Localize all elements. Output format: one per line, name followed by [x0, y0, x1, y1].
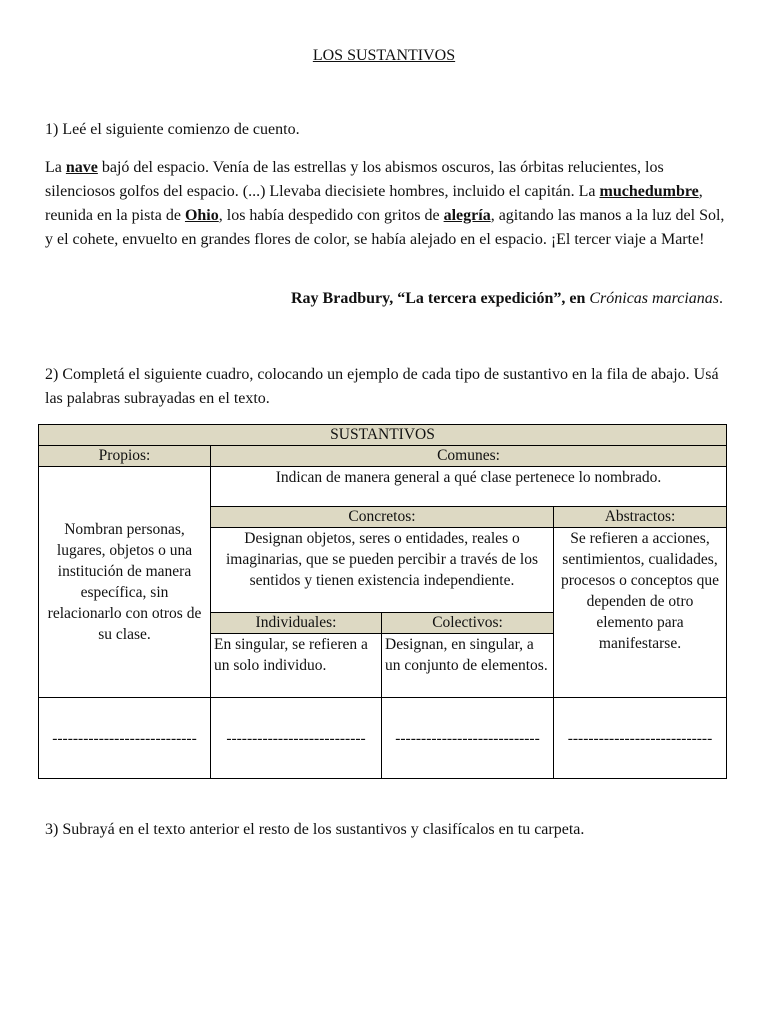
- citation-book: Crónicas marcianas: [589, 290, 719, 307]
- individuales-description: En singular, se refieren a un solo individuo.: [211, 634, 382, 698]
- header-abstractos: Abstractos:: [554, 507, 727, 528]
- story-paragraph: [45, 156, 735, 252]
- story-text-3: , reunida en la pista de: [45, 183, 703, 224]
- underlined-word-muchedumbre: muchedumbre: [599, 183, 699, 200]
- page-title: LOS SUSTANTIVOS: [312, 47, 456, 64]
- answer-blank-colectivos[interactable]: ----------------------------: [382, 698, 554, 779]
- propios-description: Nombran personas, lugares, objetos o una institución de manera específica, sin relacionarlo con otros de su clase.: [39, 467, 211, 698]
- header-comunes: Comunes:: [211, 446, 727, 467]
- citation-end: .: [719, 290, 723, 307]
- underlined-word-alegria: alegría: [443, 207, 491, 224]
- underlined-word-nave: nave: [65, 159, 98, 176]
- header-colectivos: Colectivos:: [382, 613, 554, 634]
- answer-blank-individuales[interactable]: ---------------------------: [211, 698, 382, 779]
- abstractos-description: Se refieren a acciones, sentimientos, cualidades, procesos o conceptos que dependen de otro elemento para manifestarse.: [554, 528, 727, 698]
- citation-author-title: Ray Bradbury, “La tercera expedición”, en: [291, 290, 590, 307]
- question-1: 1) Leé el siguiente comienzo de cuento.: [45, 121, 300, 138]
- answer-blank-propios[interactable]: ----------------------------: [39, 698, 211, 779]
- header-individuales: Individuales:: [211, 613, 382, 634]
- nouns-table: [38, 424, 727, 779]
- story-text-2: bajó del espacio. Venía de las estrellas y los abismos oscuros, las órbitas relucientes, los silenciosos golfos del espacio. (...) Llevaba diecisiete hombres, incluido el capitán. La: [45, 159, 664, 200]
- story-text-1: La: [45, 159, 66, 176]
- header-concretos: Concretos:: [211, 507, 554, 528]
- comunes-description: Indican de manera general a qué clase pertenece lo nombrado.: [211, 467, 727, 507]
- underlined-word-ohio: Ohio: [184, 207, 219, 224]
- story-text-4: , los había despedido con gritos de: [218, 207, 444, 224]
- answer-blank-abstractos[interactable]: ----------------------------: [554, 698, 727, 779]
- colectivos-description: Designan, en singular, a un conjunto de elementos.: [382, 634, 554, 698]
- question-2: 2) Completá el siguiente cuadro, colocando un ejemplo de cada tipo de sustantivo en la fila de abajo. Usá las palabras subrayadas en el texto.: [45, 366, 719, 407]
- concretos-description: Designan objetos, seres o entidades, reales o imaginarias, que se pueden percibir a través de los sentidos y tienen existencia independiente.: [211, 528, 554, 613]
- header-propios: Propios:: [39, 446, 211, 467]
- story-text-5: , agitando las manos a la luz del Sol, y el cohete, envuelto en grandes flores de color, se había alejado en el espacio. ¡El tercer viaje a Marte!: [45, 207, 725, 248]
- question-3: 3) Subrayá en el texto anterior el resto de los sustantivos y clasifícalos en tu carpeta.: [45, 821, 585, 838]
- table-header-sustantivos: SUSTANTIVOS: [39, 425, 727, 446]
- citation: [45, 290, 723, 308]
